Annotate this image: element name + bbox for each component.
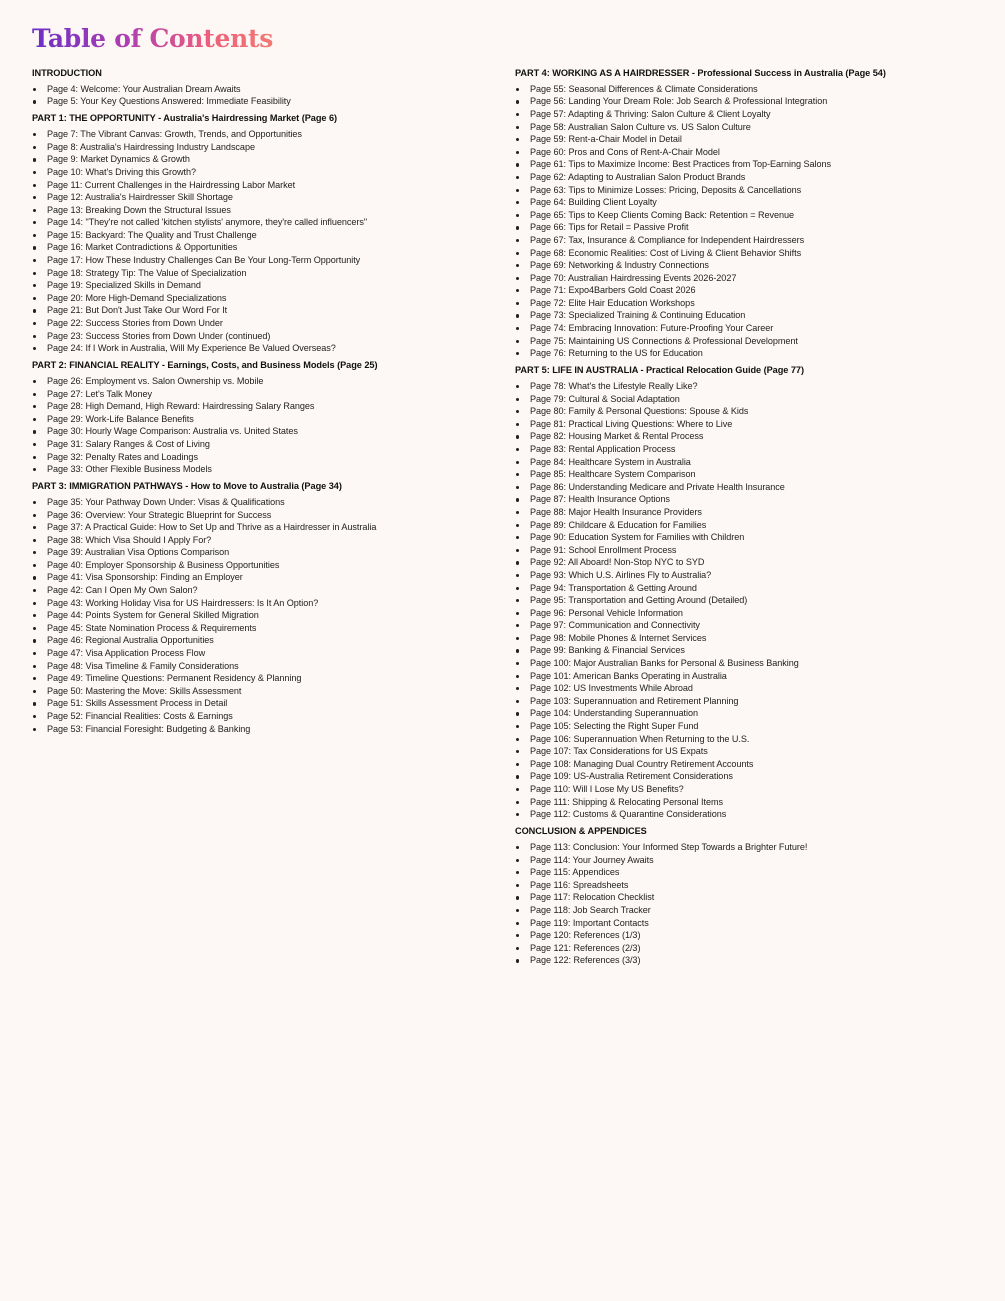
toc-entry: Page 106: Superannuation When Returning to the U.S. bbox=[515, 733, 985, 746]
toc-entry: Page 79: Cultural & Social Adaptation bbox=[515, 393, 985, 406]
toc-entry: Page 22: Success Stories from Down Under bbox=[32, 317, 492, 330]
toc-entry: Page 29: Work-Life Balance Benefits bbox=[32, 413, 492, 426]
toc-entry: Page 122: References (3/3) bbox=[515, 954, 985, 967]
toc-entry: Page 109: US-Australia Retirement Considerations bbox=[515, 770, 985, 783]
toc-section bbox=[515, 364, 985, 821]
toc-entry: Page 24: If I Work in Australia, Will My Experience Be Valued Overseas? bbox=[32, 342, 492, 355]
toc-entry: Page 14: "They're not called 'kitchen stylists' anymore, they're called influencers" bbox=[32, 216, 492, 229]
toc-entry: Page 45: State Nomination Process & Requirements bbox=[32, 622, 492, 635]
toc-entry: Page 115: Appendices bbox=[515, 866, 985, 879]
toc-entry: Page 49: Timeline Questions: Permanent Residency & Planning bbox=[32, 672, 492, 685]
page-title bbox=[32, 22, 273, 56]
toc-entry: Page 70: Australian Hairdressing Events 2026-2027 bbox=[515, 272, 985, 285]
toc-entry: Page 23: Success Stories from Down Under (continued) bbox=[32, 330, 492, 343]
page-title-part2: Contents bbox=[149, 24, 274, 53]
toc-entry: Page 40: Employer Sponsorship & Business Opportunities bbox=[32, 559, 492, 572]
toc-entry: Page 38: Which Visa Should I Apply For? bbox=[32, 534, 492, 547]
toc-section bbox=[32, 67, 492, 108]
toc-entry: Page 110: Will I Lose My US Benefits? bbox=[515, 783, 985, 796]
toc-entry: Page 9: Market Dynamics & Growth bbox=[32, 153, 492, 166]
page-title-part1: Table of bbox=[32, 24, 142, 53]
toc-entry-list bbox=[515, 841, 985, 967]
toc-entry: Page 76: Returning to the US for Education bbox=[515, 347, 985, 360]
toc-entry: Page 17: How These Industry Challenges Can Be Your Long-Term Opportunity bbox=[32, 254, 492, 267]
toc-entry: Page 5: Your Key Questions Answered: Immediate Feasibility bbox=[32, 95, 492, 108]
toc-entry: Page 112: Customs & Quarantine Considerations bbox=[515, 808, 985, 821]
toc-entry: Page 44: Points System for General Skilled Migration bbox=[32, 609, 492, 622]
toc-entry-list bbox=[32, 128, 492, 355]
toc-entry: Page 92: All Aboard! Non-Stop NYC to SYD bbox=[515, 556, 985, 569]
toc-entry: Page 20: More High-Demand Specializations bbox=[32, 292, 492, 305]
toc-entry: Page 81: Practical Living Questions: Where to Live bbox=[515, 418, 985, 431]
toc-entry: Page 56: Landing Your Dream Role: Job Search & Professional Integration bbox=[515, 95, 985, 108]
toc-entry-list bbox=[515, 380, 985, 821]
toc-entry: Page 114: Your Journey Awaits bbox=[515, 854, 985, 867]
toc-entry: Page 30: Hourly Wage Comparison: Australia vs. United States bbox=[32, 425, 492, 438]
toc-entry: Page 97: Communication and Connectivity bbox=[515, 619, 985, 632]
toc-entry: Page 8: Australia's Hairdressing Industry Landscape bbox=[32, 141, 492, 154]
toc-entry: Page 113: Conclusion: Your Informed Step Towards a Brighter Future! bbox=[515, 841, 985, 854]
toc-entry: Page 83: Rental Application Process bbox=[515, 443, 985, 456]
toc-entry: Page 19: Specialized Skills in Demand bbox=[32, 279, 492, 292]
toc-entry: Page 41: Visa Sponsorship: Finding an Employer bbox=[32, 571, 492, 584]
toc-section bbox=[515, 67, 985, 360]
toc-entry: Page 28: High Demand, High Reward: Hairdressing Salary Ranges bbox=[32, 400, 492, 413]
toc-entry: Page 47: Visa Application Process Flow bbox=[32, 647, 492, 660]
toc-entry: Page 89: Childcare & Education for Families bbox=[515, 519, 985, 532]
toc-entry: Page 103: Superannuation and Retirement Planning bbox=[515, 695, 985, 708]
toc-entry: Page 57: Adapting & Thriving: Salon Culture & Client Loyalty bbox=[515, 108, 985, 121]
toc-entry: Page 27: Let's Talk Money bbox=[32, 388, 492, 401]
toc-entry: Page 75: Maintaining US Connections & Professional Development bbox=[515, 335, 985, 348]
toc-entry: Page 36: Overview: Your Strategic Blueprint for Success bbox=[32, 509, 492, 522]
toc-entry: Page 50: Mastering the Move: Skills Assessment bbox=[32, 685, 492, 698]
toc-entry-list bbox=[32, 375, 492, 476]
toc-entry: Page 13: Breaking Down the Structural Issues bbox=[32, 204, 492, 217]
toc-entry: Page 12: Australia's Hairdresser Skill Shortage bbox=[32, 191, 492, 204]
toc-entry: Page 120: References (1/3) bbox=[515, 929, 985, 942]
toc-entry: Page 78: What's the Lifestyle Really Like? bbox=[515, 380, 985, 393]
toc-entry: Page 101: American Banks Operating in Australia bbox=[515, 670, 985, 683]
toc-entry: Page 100: Major Australian Banks for Personal & Business Banking bbox=[515, 657, 985, 670]
section-heading-part-4-working-as-a-hairdresser: PART 4: WORKING AS A HAIRDRESSER - Professional Success in Australia (Page 54) bbox=[515, 68, 886, 78]
toc-entry: Page 11: Current Challenges in the Hairdressing Labor Market bbox=[32, 179, 492, 192]
toc-entry: Page 72: Elite Hair Education Workshops bbox=[515, 297, 985, 310]
toc-entry: Page 48: Visa Timeline & Family Considerations bbox=[32, 660, 492, 673]
toc-entry: Page 105: Selecting the Right Super Fund bbox=[515, 720, 985, 733]
toc-entry: Page 58: Australian Salon Culture vs. US Salon Culture bbox=[515, 121, 985, 134]
toc-entry: Page 117: Relocation Checklist bbox=[515, 891, 985, 904]
toc-entry: Page 35: Your Pathway Down Under: Visas & Qualifications bbox=[32, 496, 492, 509]
toc-entry: Page 68: Economic Realities: Cost of Living & Client Behavior Shifts bbox=[515, 247, 985, 260]
toc-entry: Page 59: Rent-a-Chair Model in Detail bbox=[515, 133, 985, 146]
toc-entry: Page 102: US Investments While Abroad bbox=[515, 682, 985, 695]
toc-entry: Page 33: Other Flexible Business Models bbox=[32, 463, 492, 476]
toc-entry: Page 104: Understanding Superannuation bbox=[515, 707, 985, 720]
toc-section bbox=[32, 480, 492, 735]
toc-entry: Page 21: But Don't Just Take Our Word For It bbox=[32, 304, 492, 317]
toc-entry: Page 69: Networking & Industry Connections bbox=[515, 259, 985, 272]
toc-entry: Page 107: Tax Considerations for US Expats bbox=[515, 745, 985, 758]
section-heading-part-1-the-opportunity: PART 1: THE OPPORTUNITY - Australia's Hairdressing Market (Page 6) bbox=[32, 113, 338, 124]
toc-entry: Page 71: Expo4Barbers Gold Coast 2026 bbox=[515, 284, 985, 297]
toc-entry: Page 111: Shipping & Relocating Personal Items bbox=[515, 796, 985, 809]
toc-entry: Page 90: Education System for Families with Children bbox=[515, 531, 985, 544]
toc-left-column bbox=[32, 67, 492, 740]
toc-entry: Page 84: Healthcare System in Australia bbox=[515, 456, 985, 469]
toc-entry: Page 62: Adapting to Australian Salon Product Brands bbox=[515, 171, 985, 184]
toc-entry: Page 53: Financial Foresight: Budgeting & Banking bbox=[32, 723, 492, 736]
toc-entry: Page 4: Welcome: Your Australian Dream Awaits bbox=[32, 83, 492, 96]
toc-entry: Page 16: Market Contradictions & Opportunities bbox=[32, 241, 492, 254]
toc-entry: Page 91: School Enrollment Process bbox=[515, 544, 985, 557]
toc-entry: Page 94: Transportation & Getting Around bbox=[515, 582, 985, 595]
toc-entry: Page 42: Can I Open My Own Salon? bbox=[32, 584, 492, 597]
toc-entry: Page 74: Embracing Innovation: Future-Proofing Your Career bbox=[515, 322, 985, 335]
toc-entry: Page 32: Penalty Rates and Loadings bbox=[32, 451, 492, 464]
toc-entry: Page 87: Health Insurance Options bbox=[515, 493, 985, 506]
toc-entry: Page 7: The Vibrant Canvas: Growth, Trends, and Opportunities bbox=[32, 128, 492, 141]
toc-entry: Page 73: Specialized Training & Continuing Education bbox=[515, 309, 985, 322]
toc-entry: Page 95: Transportation and Getting Around (Detailed) bbox=[515, 594, 985, 607]
toc-entry: Page 15: Backyard: The Quality and Trust Challenge bbox=[32, 229, 492, 242]
toc-entry: Page 98: Mobile Phones & Internet Services bbox=[515, 632, 985, 645]
toc-entry: Page 93: Which U.S. Airlines Fly to Australia? bbox=[515, 569, 985, 582]
toc-entry: Page 82: Housing Market & Rental Process bbox=[515, 430, 985, 443]
toc-entry: Page 88: Major Health Insurance Providers bbox=[515, 506, 985, 519]
toc-entry: Page 116: Spreadsheets bbox=[515, 879, 985, 892]
toc-entry-list bbox=[515, 83, 985, 360]
toc-entry: Page 96: Personal Vehicle Information bbox=[515, 607, 985, 620]
section-heading-part-5-life-in-australia: PART 5: LIFE IN AUSTRALIA - Practical Relocation Guide (Page 77) bbox=[515, 365, 804, 376]
toc-entry: Page 43: Working Holiday Visa for US Hairdressers: Is It An Option? bbox=[32, 597, 492, 610]
toc-entry: Page 37: A Practical Guide: How to Set Up and Thrive as a Hairdresser in Australia bbox=[32, 521, 492, 534]
toc-entry: Page 63: Tips to Minimize Losses: Pricing, Deposits & Cancellations bbox=[515, 184, 985, 197]
toc-entry: Page 55: Seasonal Differences & Climate Considerations bbox=[515, 83, 985, 96]
toc-entry: Page 66: Tips for Retail = Passive Profit bbox=[515, 221, 985, 234]
toc-entry: Page 121: References (2/3) bbox=[515, 942, 985, 955]
toc-entry: Page 10: What's Driving this Growth? bbox=[32, 166, 492, 179]
toc-entry: Page 65: Tips to Keep Clients Coming Back: Retention = Revenue bbox=[515, 209, 985, 222]
toc-entry: Page 26: Employment vs. Salon Ownership vs. Mobile bbox=[32, 375, 492, 388]
toc-entry: Page 51: Skills Assessment Process in Detail bbox=[32, 697, 492, 710]
toc-section bbox=[32, 359, 492, 476]
toc-entry: Page 39: Australian Visa Options Comparison bbox=[32, 546, 492, 559]
toc-entry: Page 61: Tips to Maximize Income: Best Practices from Top-Earning Salons bbox=[515, 158, 985, 171]
toc-entry: Page 67: Tax, Insurance & Compliance for Independent Hairdressers bbox=[515, 234, 985, 247]
toc-entry: Page 108: Managing Dual Country Retirement Accounts bbox=[515, 758, 985, 771]
toc-entry: Page 52: Financial Realities: Costs & Earnings bbox=[32, 710, 492, 723]
toc-entry: Page 64: Building Client Loyalty bbox=[515, 196, 985, 209]
toc-right-column bbox=[515, 67, 985, 971]
toc-entry: Page 46: Regional Australia Opportunities bbox=[32, 634, 492, 647]
toc-entry: Page 85: Healthcare System Comparison bbox=[515, 468, 985, 481]
section-heading-part-3-immigration-pathways: PART 3: IMMIGRATION PATHWAYS - How to Move to Australia (Page 34) bbox=[32, 481, 342, 492]
toc-section bbox=[515, 825, 985, 967]
toc-entry-list bbox=[32, 496, 492, 735]
toc-entry: Page 86: Understanding Medicare and Private Health Insurance bbox=[515, 481, 985, 494]
toc-entry: Page 60: Pros and Cons of Rent-A-Chair Model bbox=[515, 146, 985, 159]
section-heading-conclusion-appendices: CONCLUSION & APPENDICES bbox=[515, 826, 647, 837]
toc-entry: Page 31: Salary Ranges & Cost of Living bbox=[32, 438, 492, 451]
toc-section bbox=[32, 112, 492, 354]
toc-entry: Page 118: Job Search Tracker bbox=[515, 904, 985, 917]
section-heading-introduction: INTRODUCTION bbox=[32, 68, 102, 78]
toc-entry: Page 99: Banking & Financial Services bbox=[515, 644, 985, 657]
section-heading-part-2-financial-reality: PART 2: FINANCIAL REALITY - Earnings, Costs, and Business Models (Page 25) bbox=[32, 360, 378, 371]
toc-entry-list bbox=[32, 83, 492, 108]
toc-entry: Page 80: Family & Personal Questions: Spouse & Kids bbox=[515, 405, 985, 418]
toc-entry: Page 119: Important Contacts bbox=[515, 917, 985, 930]
toc-entry: Page 18: Strategy Tip: The Value of Specialization bbox=[32, 267, 492, 280]
